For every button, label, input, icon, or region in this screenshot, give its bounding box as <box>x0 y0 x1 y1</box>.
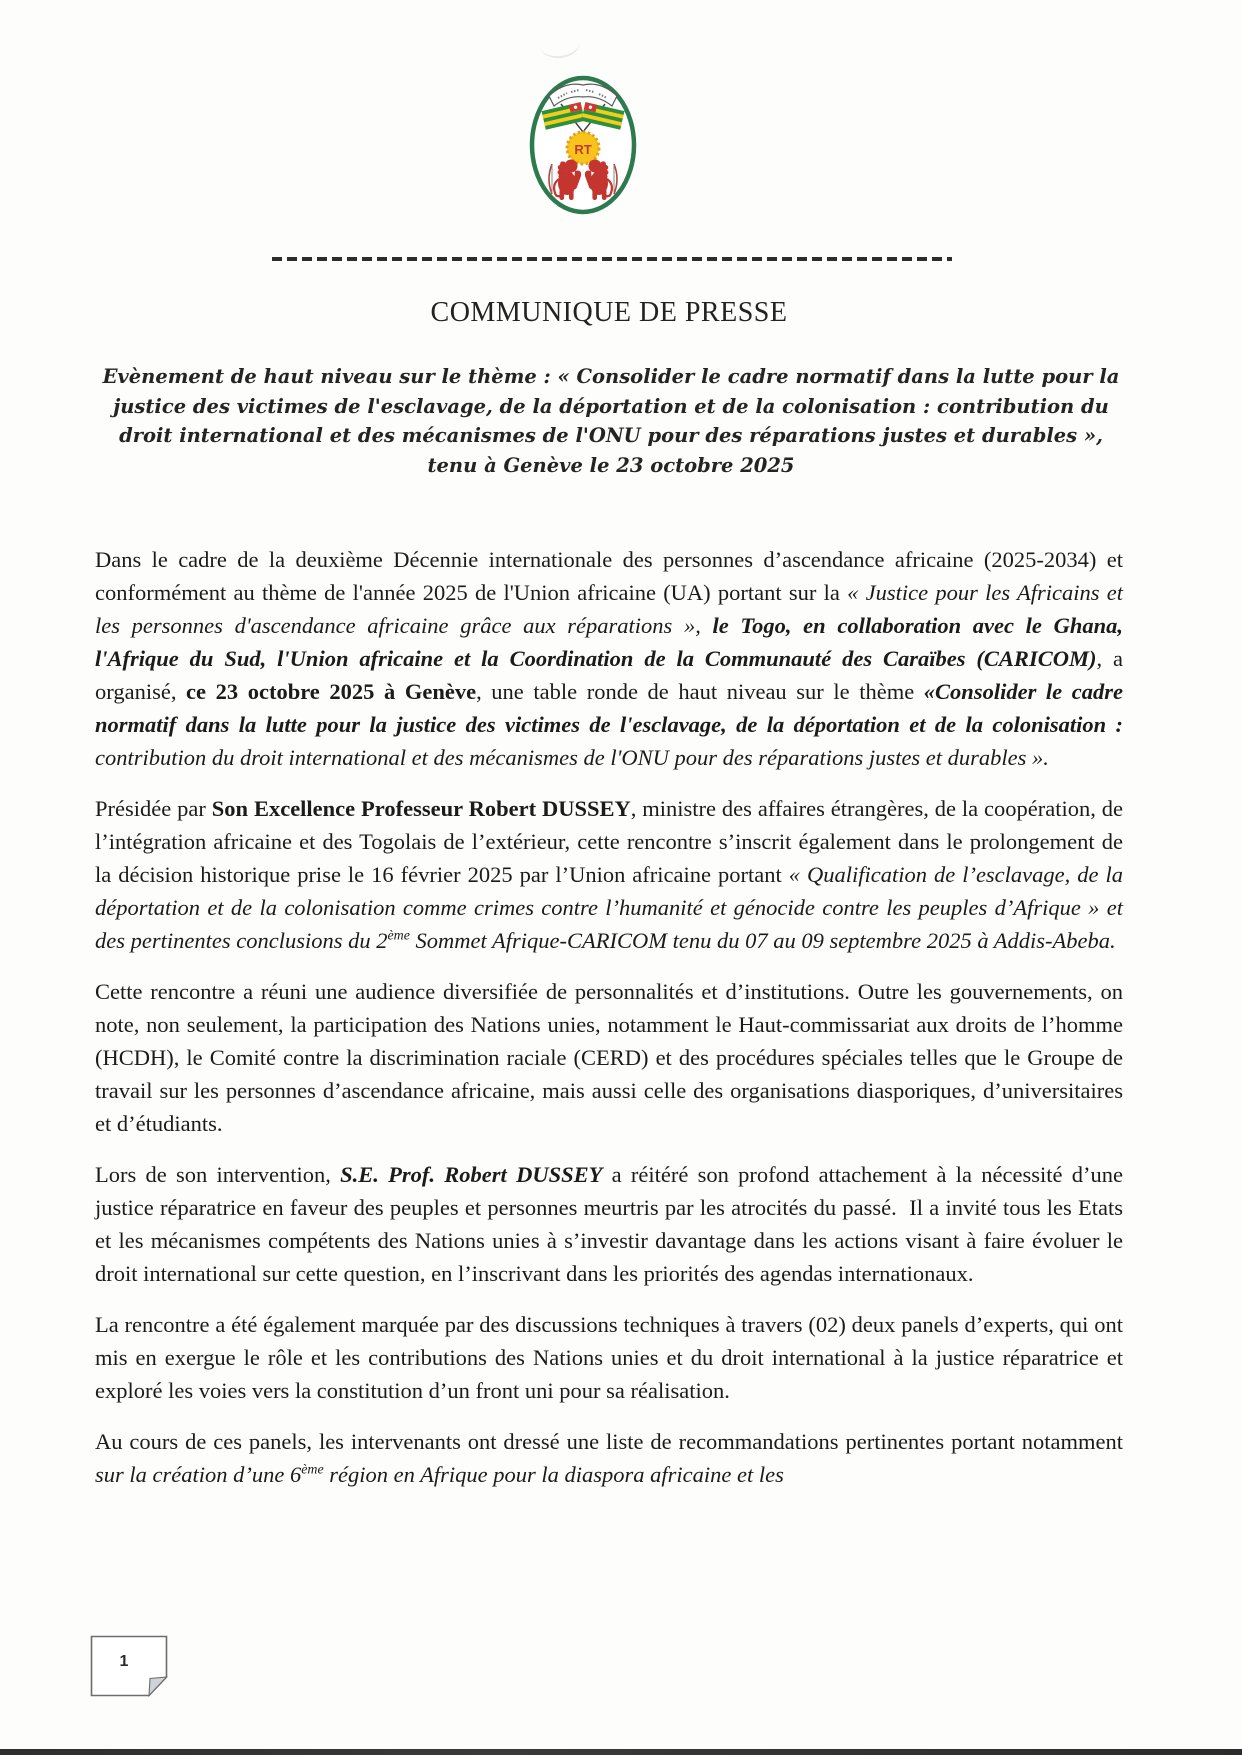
folded-note-icon <box>90 1635 168 1697</box>
document-body <box>95 543 1123 1509</box>
subtitle-theme-text: Evènement de haut niveau sur le thème : « Consolider le cadre normatif dans la lutte pour la justice des victimes de l'esclavage, de la déportation et de la colonisation : contribution du droit international et des mécanismes de l'ONU pour des réparations justes et durables », <box>102 365 1120 447</box>
dashed-divider <box>272 257 952 261</box>
body-paragraph: Cette rencontre a réuni une audience diversifiée de personnalités et d’institutions. Outre les gouvernements, on note, non seulement, la participation des Nations unies, notamment le Haut-commissariat aux droits de l’homme (HCDH), le Comité contre la discrimination raciale (CERD) et des procédures spéciales telles que le Groupe de travail sur les personnes d’ascendance africaine, mais aussi celle des organisations diasporiques, d’universitaires et d’étudiants. <box>95 979 1123 1136</box>
document-subtitle <box>100 362 1122 480</box>
body-paragraph: Lors de son intervention, S.E. Prof. Robert DUSSEY a réitéré son profond attachement à la nécessité d’une justice réparatrice en faveur des peuples et personnes meurtris par les atrocités du passé. Il a invité tous les Etats et les mécanismes compétents des Nations unies à s’investir davantage dans les actions visant à faire évoluer le droit international sur cette question, en l’inscrivant dans les priorités des agendas internationaux. <box>95 1162 1124 1286</box>
body-paragraph: La rencontre a été également marquée par des discussions techniques à travers (02) deux panels d’experts, qui ont mis en exergue le rôle et les contributions des Nations unies et du droit international à la justice réparatrice et exploré les voies vers la constitution d’un front uni pour sa réalisation. <box>95 1312 1123 1403</box>
logo-monogram: RT <box>574 142 592 157</box>
scan-edge-artifact <box>0 1749 1242 1755</box>
page-title: COMMUNIQUE DE PRESSE <box>430 297 788 328</box>
page-number-note <box>90 1635 168 1697</box>
scan-smudge-artifact <box>538 27 582 60</box>
togo-coat-of-arms-logo <box>521 68 645 220</box>
body-paragraph: Dans le cadre de la deuxième Décennie internationale des personnes d’ascendance africaine (2025-2034) et conformément au thème de l'année 2025 de l'Union africaine (UA) portant sur la « Justice pour les Africains et les personnes d'ascendance africaine grâce aux réparations », le Togo, en collaboration avec le Ghana, l'Afrique du Sud, l'Union africaine et la Coordination de la Communauté des Caraïbes (CARICOM), a organisé, ce 23 octobre 2025 à Genève, une table ronde de haut niveau sur le thème «Consolider le cadre normatif dans la lutte pour la justice des victimes de l'esclavage, de la déportation et de la colonisation : contribution du droit international et des mécanismes de l'ONU pour des réparations justes et durables ». <box>95 547 1123 770</box>
body-paragraph: Présidée par Son Excellence Professeur Robert DUSSEY, ministre des affaires étrangères, de la coopération, de l’intégration africaine et des Togolais de l’extérieur, cette rencontre s’inscrit également dans le prolongement de la décision historique prise le 16 février 2025 par l’Union africaine portant « Qualification de l’esclavage, de la déportation et de la colonisation comme crimes contre l’humanité et génocide contre les peuples d’Afrique » et des pertinentes conclusions du 2ème Sommet Afrique-CARICOM tenu du 07 au 09 septembre 2025 à Addis-Abeba. <box>95 796 1124 953</box>
body-paragraph: Au cours de ces panels, les intervenants ont dressé une liste de recommandations pertinentes portant notamment sur la création d’une 6ème région en Afrique pour la diaspora africaine et les <box>95 1429 1123 1487</box>
page-number: 1 <box>119 1653 129 1670</box>
subtitle-date-line: tenu à Genève le 23 octobre 2025 <box>427 453 795 477</box>
togo-coat-of-arms-icon <box>521 68 645 220</box>
